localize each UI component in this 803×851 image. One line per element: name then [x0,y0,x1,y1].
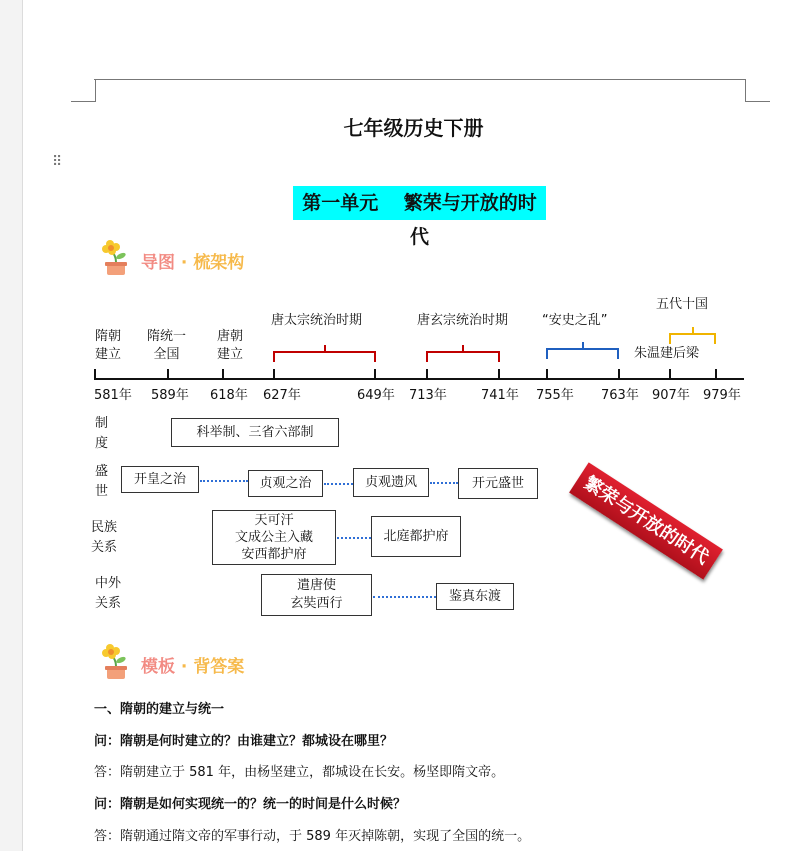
connector-line [430,482,458,484]
box-beiting: 北庭都护府 [371,516,461,557]
box-zhenguan-legacy: 贞观遗风 [353,468,429,497]
row-label-system: 制 度 [95,416,109,451]
tick [715,369,717,379]
unit-title: 第一单元 繁荣与开放的时代 [293,186,546,220]
brace-xuanzong [426,351,500,362]
answer-1: 答：隋朝建立于 581 年，由杨坚建立，都城设在长安。杨坚即隋文帝。 [94,765,505,780]
tick [222,369,224,379]
label-anshi: “安史之乱” [542,313,608,328]
tick [94,369,96,379]
tick [618,369,620,379]
year-label: 979年 [703,388,741,403]
qa-heading: 一、隋朝的建立与统一 [94,702,225,717]
year-label: 649年 [357,388,395,403]
label-taizong: 唐太宗统治时期 [271,313,363,328]
section-head-template [97,642,317,682]
box-jianzhen: 鉴真东渡 [436,583,514,610]
tick [498,369,500,379]
connector-line [373,596,436,598]
brace-anshi [546,348,619,359]
year-label: 755年 [536,388,574,403]
brace-taizong [273,351,376,362]
document-title: 七年级历史下册 [343,116,484,140]
timeline-diagram [23,0,803,620]
year-label: 618年 [210,388,248,403]
year-label: 627年 [263,388,301,403]
label-sui-unify: 隋统一 全国 [147,329,187,362]
box-keju: 科举制、三省六部制 [171,418,339,447]
flower-pot-icon [97,642,137,682]
label-five-dynasties: 五代十国 [656,297,709,312]
year-label: 907年 [652,388,690,403]
question-2: 问：隋朝是如何实现统一的？统一的时间是什么时候？ [94,797,407,812]
section-head-dot: · [180,253,188,273]
box-envoys: 遣唐使 玄奘西行 [261,574,372,616]
box-kaihuang: 开皇之治 [121,466,199,493]
box-tang-ethnic: 天可汗 文成公主入藏 安西都护府 [212,510,336,565]
label-sui-found: 隋朝 建立 [95,329,122,362]
answer-2: 答：隋朝通过隋文帝的军事行动，于 589 年灭掉陈朝，实现了全国的统一。 [94,829,531,844]
section-head-part2: 梳架构 [193,253,245,273]
document-page [22,0,803,851]
section-head-dot: · [180,657,188,677]
box-zhenguan: 贞观之治 [248,470,323,497]
year-label: 763年 [601,388,639,403]
row-label-ethnic: 民族 关系 [91,520,118,555]
connector-line [324,483,353,485]
tick [669,369,671,379]
theme-stamp: 繁荣与开放的时代 [569,462,723,579]
drag-handle-icon[interactable]: ⠿ [52,154,61,170]
section-head-part2: 背答案 [193,657,245,677]
year-label: 581年 [94,388,132,403]
timeline-axis [94,378,744,380]
year-label: 741年 [481,388,519,403]
row-label-foreign: 中外 关系 [95,576,122,611]
question-1: 问：隋朝是何时建立的？由谁建立？都城设在哪里？ [94,734,394,749]
section-head-part1: 导图 [141,253,175,273]
section-head-part1: 模板 [141,657,175,677]
tick [167,369,169,379]
label-xuanzong: 唐玄宗统治时期 [417,313,509,328]
section-head-label [141,652,244,677]
row-label-prosperity: 盛 世 [95,464,109,499]
tick [546,369,548,379]
box-kaiyuan: 开元盛世 [458,468,538,499]
connector-line [337,537,371,539]
tick [273,369,275,379]
label-zhu-wen: 朱温建后梁 [634,346,700,361]
label-tang-found: 唐朝 建立 [217,329,244,362]
brace-five-dynasties [669,333,716,344]
connector-line [200,480,248,482]
year-label: 589年 [151,388,189,403]
year-label: 713年 [409,388,447,403]
tick [374,369,376,379]
tick [426,369,428,379]
